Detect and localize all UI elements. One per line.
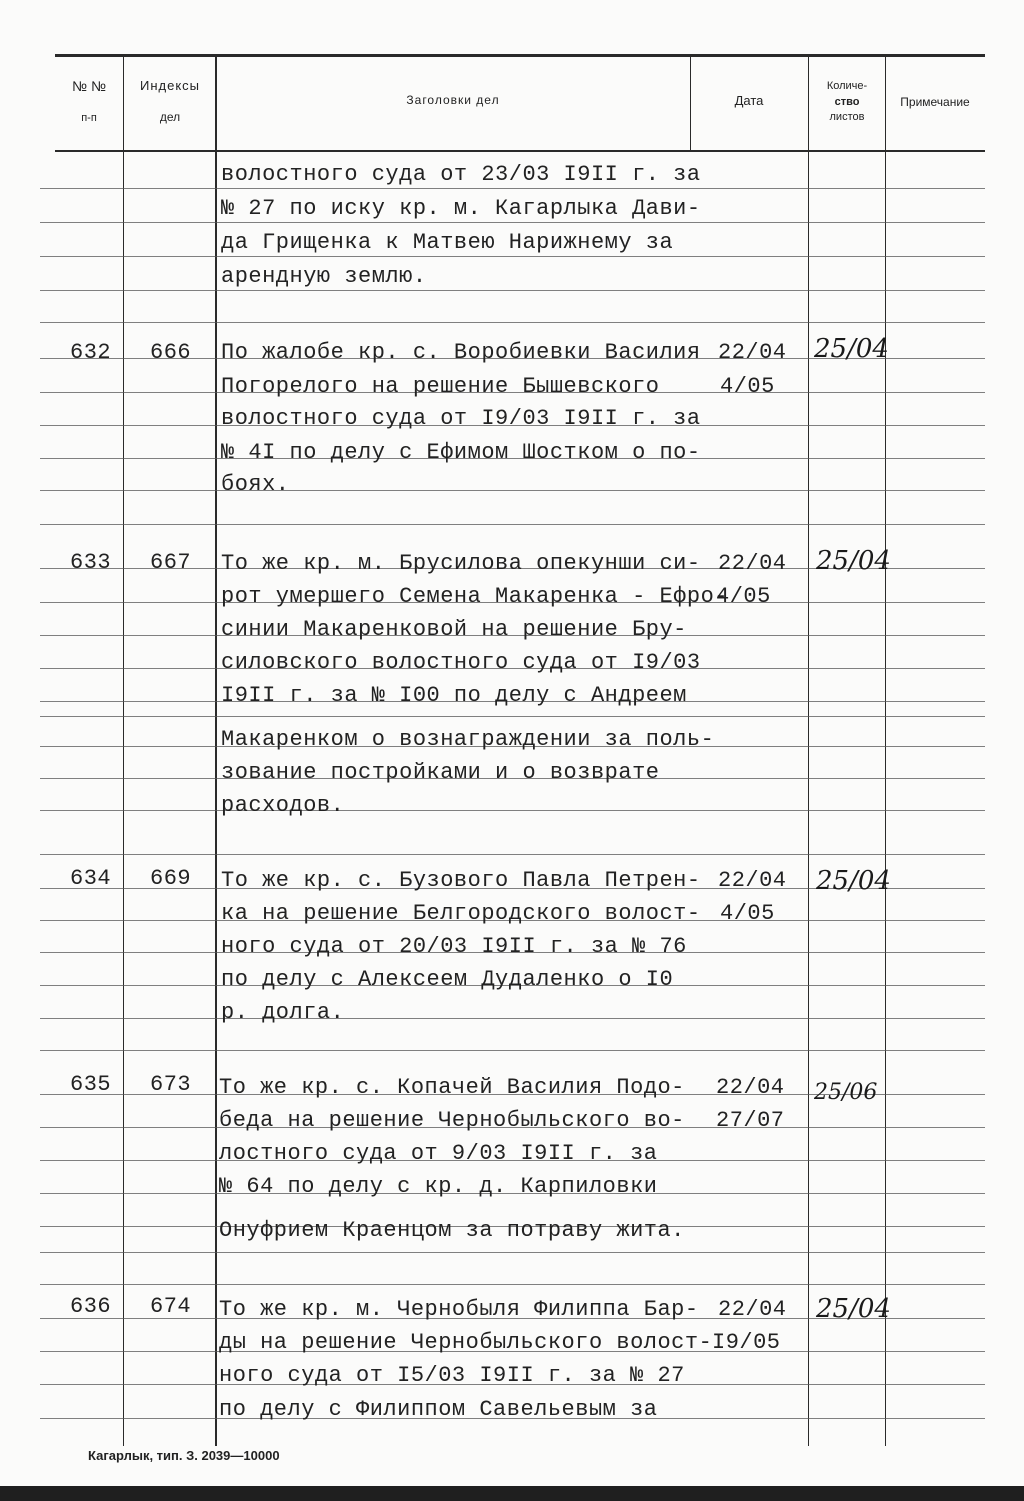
row-rule: [40, 290, 985, 291]
header-bottom-rule: [55, 150, 985, 152]
row-rule: [40, 188, 985, 189]
entry-633-line-2: рот умершего Семена Макаренка - Ефро-: [221, 584, 728, 609]
entry-633-line-8: расходов.: [221, 793, 345, 818]
row-rule: [40, 810, 985, 811]
entry-634-line-5: р. долга.: [221, 1000, 345, 1025]
column-rule-3: [690, 56, 691, 151]
entry-632-line-4: № 4I по делу с Ефимом Шостком о по-: [221, 440, 701, 465]
entry-636-date-2: I9/05: [712, 1330, 781, 1355]
header-number-sub: п-п: [81, 112, 97, 124]
entry-636-line-3: ного суда от I5/03 I9II г. за № 27: [219, 1363, 685, 1388]
header-qty-line-3: листов: [829, 111, 865, 123]
entry-633-line-7: зование постройками и о возврате: [221, 760, 660, 785]
row-rule: [40, 1018, 985, 1019]
entry-633-date-1: 22/04: [718, 551, 787, 576]
printer-imprint: Кагарлык, тип. З. 2039—10000: [88, 1448, 280, 1463]
column-rule-2: [215, 56, 217, 1446]
entry-632-line-3: волостного суда от I9/03 I9II г. за: [221, 406, 701, 431]
entry-633-line-5: I9II г. за № I00 по делу с Андреем: [221, 683, 687, 708]
header-note-label: Примечание: [900, 95, 970, 109]
entry-636-index: 674: [150, 1294, 192, 1319]
entry-633-index: 667: [150, 550, 192, 575]
entry-636-date-1: 22/04: [718, 1297, 787, 1322]
entry-635-date-2: 27/07: [716, 1108, 785, 1133]
entry-633-date-2: 4/05: [716, 584, 771, 609]
entry-636-sheets: 25/04: [816, 1294, 891, 1324]
entry-632-line-1: По жалобе кр. с. Воробиевки Василия: [221, 340, 701, 365]
entry-635-number: 635: [70, 1072, 112, 1097]
entry-633-line-3: синии Макаренковой на решение Бру-: [221, 617, 687, 642]
entry-632-number: 632: [70, 340, 112, 365]
header-date-label: Дата: [734, 93, 764, 108]
entry-633-line-4: силовского волостного суда от I9/03: [221, 650, 701, 675]
entry-634-sheets: 25/04: [816, 866, 891, 896]
entry-632-index: 666: [150, 340, 192, 365]
continued-line-2: № 27 по иску кр. м. Кагарлыка Дави-: [221, 196, 701, 221]
entry-635-line-2: беда на решение Чернобыльского во-: [219, 1108, 685, 1133]
entry-634-date-2: 4/05: [720, 901, 775, 926]
header-qty-line-2: ство: [834, 96, 860, 108]
header-titles-label: Заголовки дел: [406, 93, 500, 107]
entry-633-line-6: Макаренком о вознаграждении за поль-: [221, 727, 715, 752]
header-number-label: № №: [72, 78, 106, 94]
column-rule-1: [123, 56, 124, 1446]
entry-635-index: 673: [150, 1072, 192, 1097]
entry-635-date-1: 22/04: [716, 1075, 785, 1100]
entry-634-line-2: ка на решение Белгородского волост-: [221, 901, 701, 926]
continued-line-3: да Грищенка к Матвею Нарижнему за: [221, 230, 674, 255]
continued-line-4: арендную землю.: [221, 264, 427, 289]
entry-632-line-2: Погорелого на решение Бышевского: [221, 374, 660, 399]
row-rule: [40, 322, 985, 323]
row-rule: [40, 256, 985, 257]
row-rule: [40, 490, 985, 491]
top-rule: [55, 54, 985, 57]
entry-634-line-4: по делу с Алексеем Дудаленко о I0: [221, 967, 674, 992]
entry-634-line-1: То же кр. с. Бузового Павла Петрен-: [221, 868, 701, 893]
entry-635-line-3: лостного суда от 9/03 I9II г. за: [219, 1141, 658, 1166]
header-index-label: Индексы: [139, 78, 200, 93]
entry-636-number: 636: [70, 1294, 112, 1319]
scan-edge-bar: [0, 1486, 1024, 1501]
row-rule: [40, 854, 985, 855]
entry-635-line-5: Онуфрием Краенцом за потраву жита.: [219, 1218, 685, 1243]
row-rule: [40, 1050, 985, 1051]
entry-634-number: 634: [70, 866, 112, 891]
row-rule: [40, 716, 985, 717]
column-rule-4: [808, 56, 809, 1446]
row-rule: [40, 524, 985, 525]
entry-635-line-4: № 64 по делу с кр. д. Карпиловки: [219, 1174, 658, 1199]
column-rule-5: [885, 56, 886, 1446]
entry-632-date-1: 22/04: [718, 340, 787, 365]
entry-636-line-1: То же кр. м. Чернобыля Филиппа Бар-: [219, 1297, 699, 1322]
header-qty-line-1: Количе-: [826, 80, 868, 92]
header-index-sub: дел: [159, 110, 181, 124]
row-rule: [40, 1252, 985, 1253]
entry-633-sheets: 25/04: [816, 546, 891, 576]
entry-633-line-1: То же кр. м. Брусилова опекунши си-: [221, 551, 701, 576]
entry-634-index: 669: [150, 866, 192, 891]
entry-634-date-1: 22/04: [718, 868, 787, 893]
entry-635-sheets: 25/06: [814, 1080, 878, 1105]
entry-632-date-2: 4/05: [720, 374, 775, 399]
entry-633-number: 633: [70, 550, 112, 575]
entry-636-line-4: по делу с Филиппом Савельевым за: [219, 1397, 658, 1422]
row-rule: [40, 1284, 985, 1285]
row-rule: [40, 222, 985, 223]
entry-634-line-3: ного суда от 20/03 I9II г. за № 76: [221, 934, 687, 959]
entry-632-sheets: 25/04: [814, 334, 889, 364]
entry-635-line-1: То же кр. с. Копачей Василия Подо-: [219, 1075, 685, 1100]
entry-636-line-2: ды на решение Чернобыльского волост-: [219, 1330, 713, 1355]
continued-line-1: волостного суда от 23/03 I9II г. за: [221, 162, 701, 187]
entry-632-line-5: боях.: [221, 472, 290, 497]
